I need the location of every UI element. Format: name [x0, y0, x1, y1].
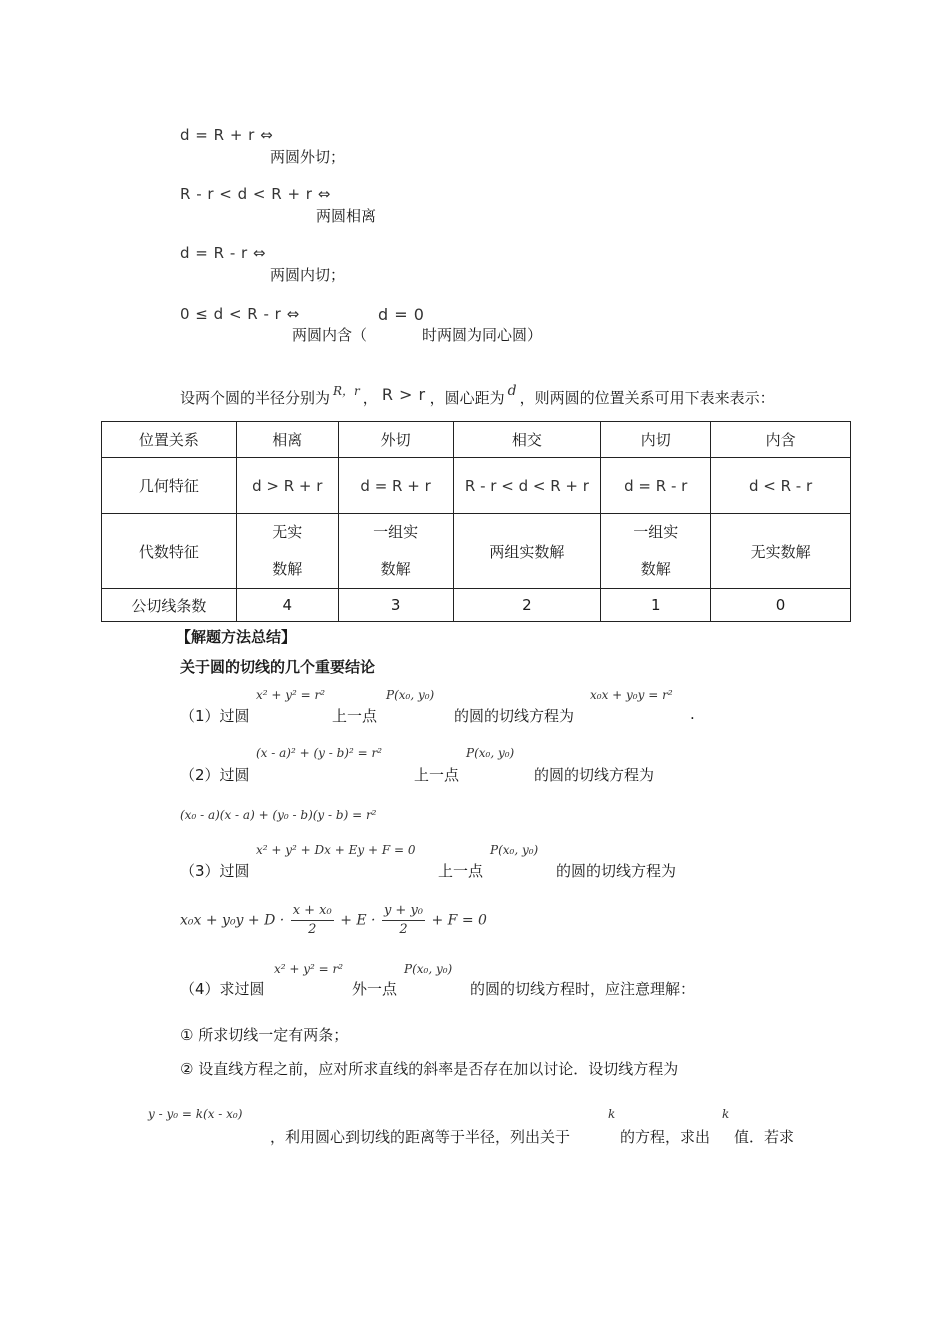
item4-mid: 外一点: [352, 980, 398, 998]
table-cell: d = R - r: [601, 458, 711, 514]
relation-text-4a: 两圆内含（: [292, 326, 368, 344]
table-cell: R - r < d < R + r: [453, 458, 601, 514]
table-cell: 2: [453, 589, 601, 622]
item2-pre: （2）过圆: [180, 766, 250, 784]
intro-part2: ，圆心距为: [429, 389, 505, 407]
item2-mid: 上一点: [414, 766, 460, 784]
relation-formula-2: R - r < d < R + r ⇔: [180, 185, 331, 203]
cell-line: 无实: [272, 523, 303, 541]
cell-line: 数解: [380, 560, 411, 578]
fraction-1: [291, 902, 334, 939]
cell-line: 数解: [272, 560, 303, 578]
relation-text-3: 两圆内切；: [270, 266, 346, 284]
table-cell: d > R + r: [236, 458, 338, 514]
item2-post: 的圆的切线方程为: [534, 766, 655, 784]
relation-formula-3: d = R - r ⇔: [180, 244, 267, 262]
fraction-1-num: x + x₀: [291, 902, 334, 921]
item3-mid: 上一点: [438, 862, 484, 880]
row-label: 几何特征: [102, 458, 237, 514]
relation-special: d = 0: [378, 305, 425, 324]
item3-eq-c: + F = 0: [431, 912, 487, 929]
item4-circle: x² + y² = r²: [274, 962, 344, 976]
note-1: ① 所求切线一定有两条；: [180, 1026, 349, 1044]
relation-text-4b: 时两圆为同心圆）: [422, 326, 543, 344]
table-header: 外切: [338, 422, 453, 458]
table-header-row: [102, 422, 851, 458]
table-cell: [601, 514, 711, 589]
last-k1: k: [608, 1107, 616, 1121]
cell-line: 两组实数解: [489, 542, 565, 561]
table-header: 位置关系: [102, 422, 237, 458]
intro-line: [180, 382, 775, 408]
fraction-2-num: y + y₀: [382, 902, 425, 921]
last-t2: 的方程，求出: [620, 1128, 711, 1146]
row-label: 公切线条数: [102, 589, 237, 622]
table-row-tangents: [102, 589, 851, 622]
intro-part1: 设两个圆的半径分别为: [180, 389, 331, 407]
item3-post: 的圆的切线方程为: [556, 862, 677, 880]
table-cell: 3: [338, 589, 453, 622]
item1-end: .: [690, 705, 695, 723]
item4-point: P(x₀, y₀): [404, 962, 453, 976]
table-cell: [338, 514, 453, 589]
item4-post: 的圆的切线方程时，应注意理解：: [470, 980, 696, 998]
item1-pre: （1）过圆: [180, 707, 250, 725]
cell-line: 无实数解: [750, 542, 811, 561]
cell-line: 数解: [640, 560, 671, 578]
relation-formula-4: 0 ≤ d < R - r ⇔: [180, 305, 300, 323]
cell-line: 一组实: [373, 523, 419, 541]
table-cell: [711, 514, 851, 589]
table-cell: 4: [236, 589, 338, 622]
relation-formula-1: d = R + r ⇔: [180, 126, 274, 144]
table-cell: d < R - r: [711, 458, 851, 514]
table-cell: [236, 514, 338, 589]
position-table: [101, 421, 851, 622]
relation-text-2: 两圆相离: [316, 207, 377, 225]
table-cell: [453, 514, 601, 589]
item1-mid: 上一点: [332, 707, 378, 725]
item1-post: 的圆的切线方程为: [454, 707, 575, 725]
item3-point: P(x₀, y₀): [490, 843, 539, 857]
item4-pre: （4）求过圆: [180, 980, 265, 998]
intro-sep: ，: [362, 389, 378, 407]
item3-circle: x² + y² + Dx + Ey + F = 0: [256, 843, 416, 857]
table-cell: 1: [601, 589, 711, 622]
summary-subtitle: 关于圆的切线的几个重要结论: [180, 658, 376, 676]
cell-line: 一组实: [633, 523, 679, 541]
item1-eq: x₀x + y₀y = r²: [590, 688, 673, 702]
item3-eq-a: x₀x + y₀y + D ·: [180, 912, 285, 929]
note-2: ② 设直线方程之前，应对所求直线的斜率是否存在加以讨论．设切线方程为: [180, 1060, 679, 1078]
relation-text-1: 两圆外切；: [270, 148, 346, 166]
table-row-algebra: [102, 514, 851, 589]
fraction-1-den: 2: [308, 922, 317, 937]
item2-eq: (x₀ - a)(x - a) + (y₀ - b)(y - b) = r²: [180, 808, 377, 822]
last-t3: 值．若求: [734, 1128, 795, 1146]
table-row-geometry: [102, 458, 851, 514]
table-header: 相离: [236, 422, 338, 458]
table-header: 内含: [711, 422, 851, 458]
table-cell: 0: [711, 589, 851, 622]
last-eq: y - y₀ = k(x - x₀): [148, 1107, 243, 1121]
item1-point: P(x₀, y₀): [386, 688, 435, 702]
table-cell: d = R + r: [338, 458, 453, 514]
intro-part3: ，则两圆的位置关系可用下表来表示：: [519, 389, 775, 407]
summary-title: 【解题方法总结】: [176, 628, 297, 646]
intro-cond: R > r: [381, 385, 426, 404]
item1-circle: x² + y² = r²: [256, 688, 326, 702]
last-k2: k: [722, 1107, 730, 1121]
item2-circle: (x - a)² + (y - b)² = r²: [256, 746, 383, 760]
item3-eq-b: + E ·: [340, 912, 376, 929]
item3-pre: （3）过圆: [180, 862, 250, 880]
intro-radii: R，r: [333, 384, 360, 398]
fraction-2-den: 2: [399, 922, 408, 937]
item2-point: P(x₀, y₀): [466, 746, 515, 760]
fraction-2: [382, 902, 425, 939]
table-header: 内切: [601, 422, 711, 458]
intro-dist: d: [507, 383, 517, 399]
table-header: 相交: [453, 422, 601, 458]
row-label: 代数特征: [102, 514, 237, 589]
last-t1: ，利用圆心到切线的距离等于半径，列出关于: [270, 1128, 571, 1146]
item3-eq: [180, 902, 487, 939]
